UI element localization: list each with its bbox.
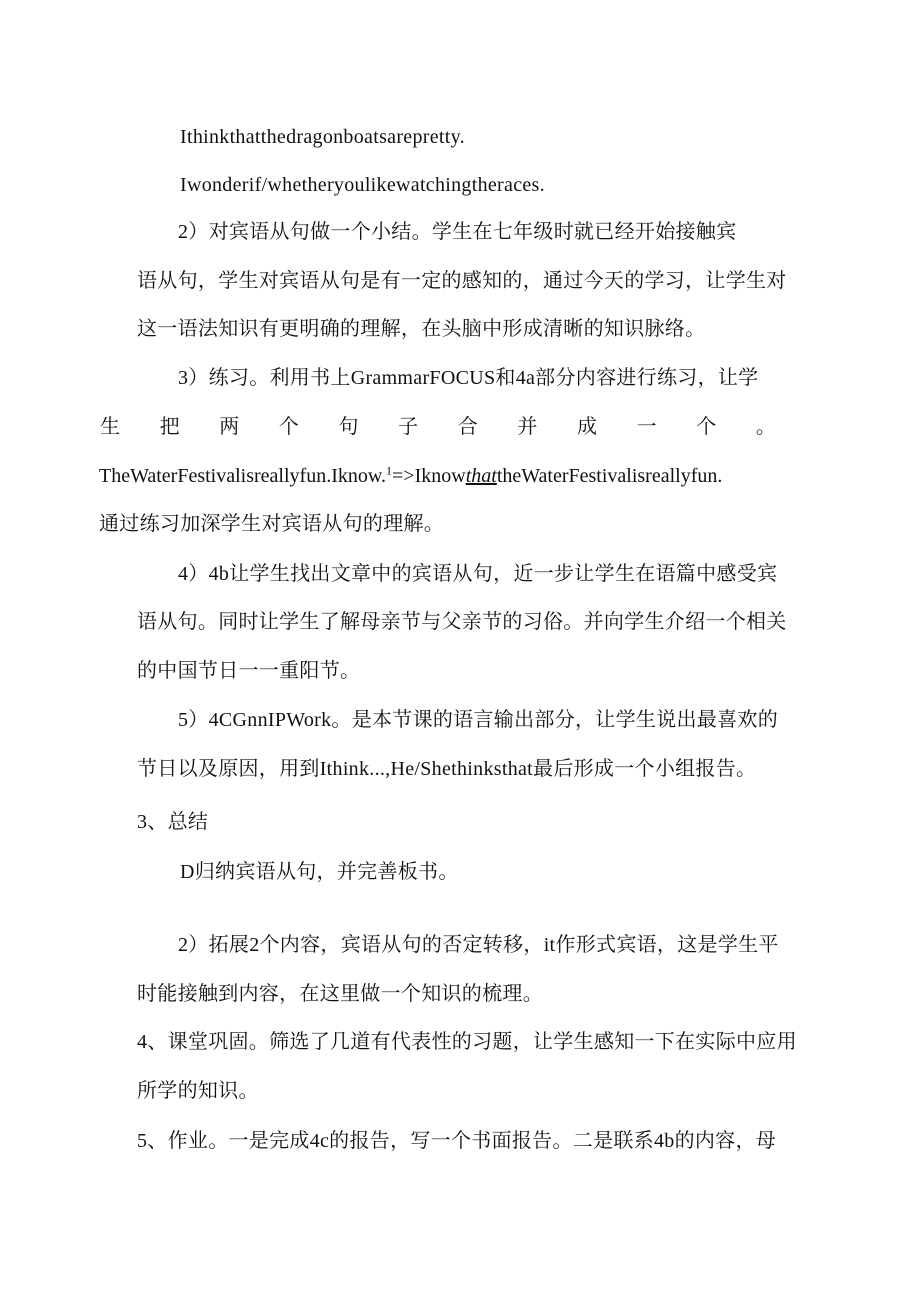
text-line-13: D归纳宾语从句，并完善板书。 bbox=[180, 861, 459, 883]
text-line-3: 2）对宾语从句做一个小结。学生在七年级时就已经开始接触宾 bbox=[178, 221, 737, 243]
spaced-char: 两 bbox=[219, 416, 240, 438]
example-part-2: =>Iknow bbox=[392, 465, 466, 487]
text-line-7: 通过练习加深学生对宾语从句的理解。 bbox=[99, 513, 445, 535]
spaced-char: 生 bbox=[100, 416, 120, 438]
text-line-14: 2）拓展2个内容，宾语从句的否定转移，it作形式宾语，这是学生平 bbox=[178, 934, 779, 956]
text-line-16: 所学的知识。 bbox=[137, 1080, 259, 1102]
text-line-8: 4）4b让学生找出文章中的宾语从句，近一步让学生在语篇中感受宾 bbox=[178, 563, 778, 585]
example-part-1: TheWaterFestivalisreallyfun.Iknow. bbox=[99, 465, 387, 487]
text-line-11: 5）4CGnnIPWork。是本节课的语言输出部分，让学生说出最喜欢的 bbox=[178, 709, 779, 731]
spaced-char: 子 bbox=[398, 416, 419, 438]
text-line-10: 的中国节日一一重阳节。 bbox=[137, 660, 361, 682]
text-line-5: 这一语法知识有更明确的理解，在头脑中形成清晰的知识脉络。 bbox=[137, 318, 706, 340]
footnote-marker: 1 bbox=[386, 463, 393, 478]
spaced-char: 。 bbox=[755, 416, 776, 438]
spaced-char: 并 bbox=[517, 416, 538, 438]
section-heading-5: 5、作业。一是完成4c的报告，写一个书面报告。二是联系4b的内容，母 bbox=[137, 1130, 777, 1152]
example-sentence-line bbox=[99, 463, 722, 489]
text-line-9: 语从句。同时让学生了解母亲节与父亲节的习俗。并向学生介绍一个相关 bbox=[137, 611, 787, 633]
spaced-char: 一 bbox=[636, 416, 657, 438]
spaced-char: 个 bbox=[696, 416, 717, 438]
spaced-char: 个 bbox=[278, 416, 299, 438]
spaced-char: 把 bbox=[159, 416, 180, 438]
section-heading-4: 4、课堂巩固。筛选了几道有代表性的习题，让学生感知一下在实际中应用 bbox=[137, 1031, 797, 1053]
text-line-2: Iwonderif/whetheryoulikewatchingtheraces. bbox=[180, 174, 545, 196]
text-line-12: 节日以及原因，用到Ithink...,He/Shethinksthat最后形成一个小组报告。 bbox=[137, 758, 757, 780]
text-line-4: 语从句，学生对宾语从句是有一定的感知的，通过今天的学习，让学生对 bbox=[137, 270, 787, 292]
section-heading-3: 3、总结 bbox=[137, 811, 209, 833]
emphasized-that: that bbox=[465, 465, 497, 487]
spaced-char: 句 bbox=[338, 416, 359, 438]
text-line-1: Ithinkthatthedragonboatsarepretty. bbox=[180, 126, 465, 148]
text-line-6: 3）练习。利用书上GrammarFOCUS和4a部分内容进行练习，让学 bbox=[178, 367, 759, 389]
spaced-text-line bbox=[100, 414, 776, 440]
example-part-3: theWaterFestivalisreallyfun. bbox=[496, 465, 723, 487]
spaced-char: 成 bbox=[577, 416, 597, 438]
spaced-char: 合 bbox=[457, 416, 478, 438]
text-line-15: 时能接触到内容，在这里做一个知识的梳理。 bbox=[137, 983, 543, 1005]
